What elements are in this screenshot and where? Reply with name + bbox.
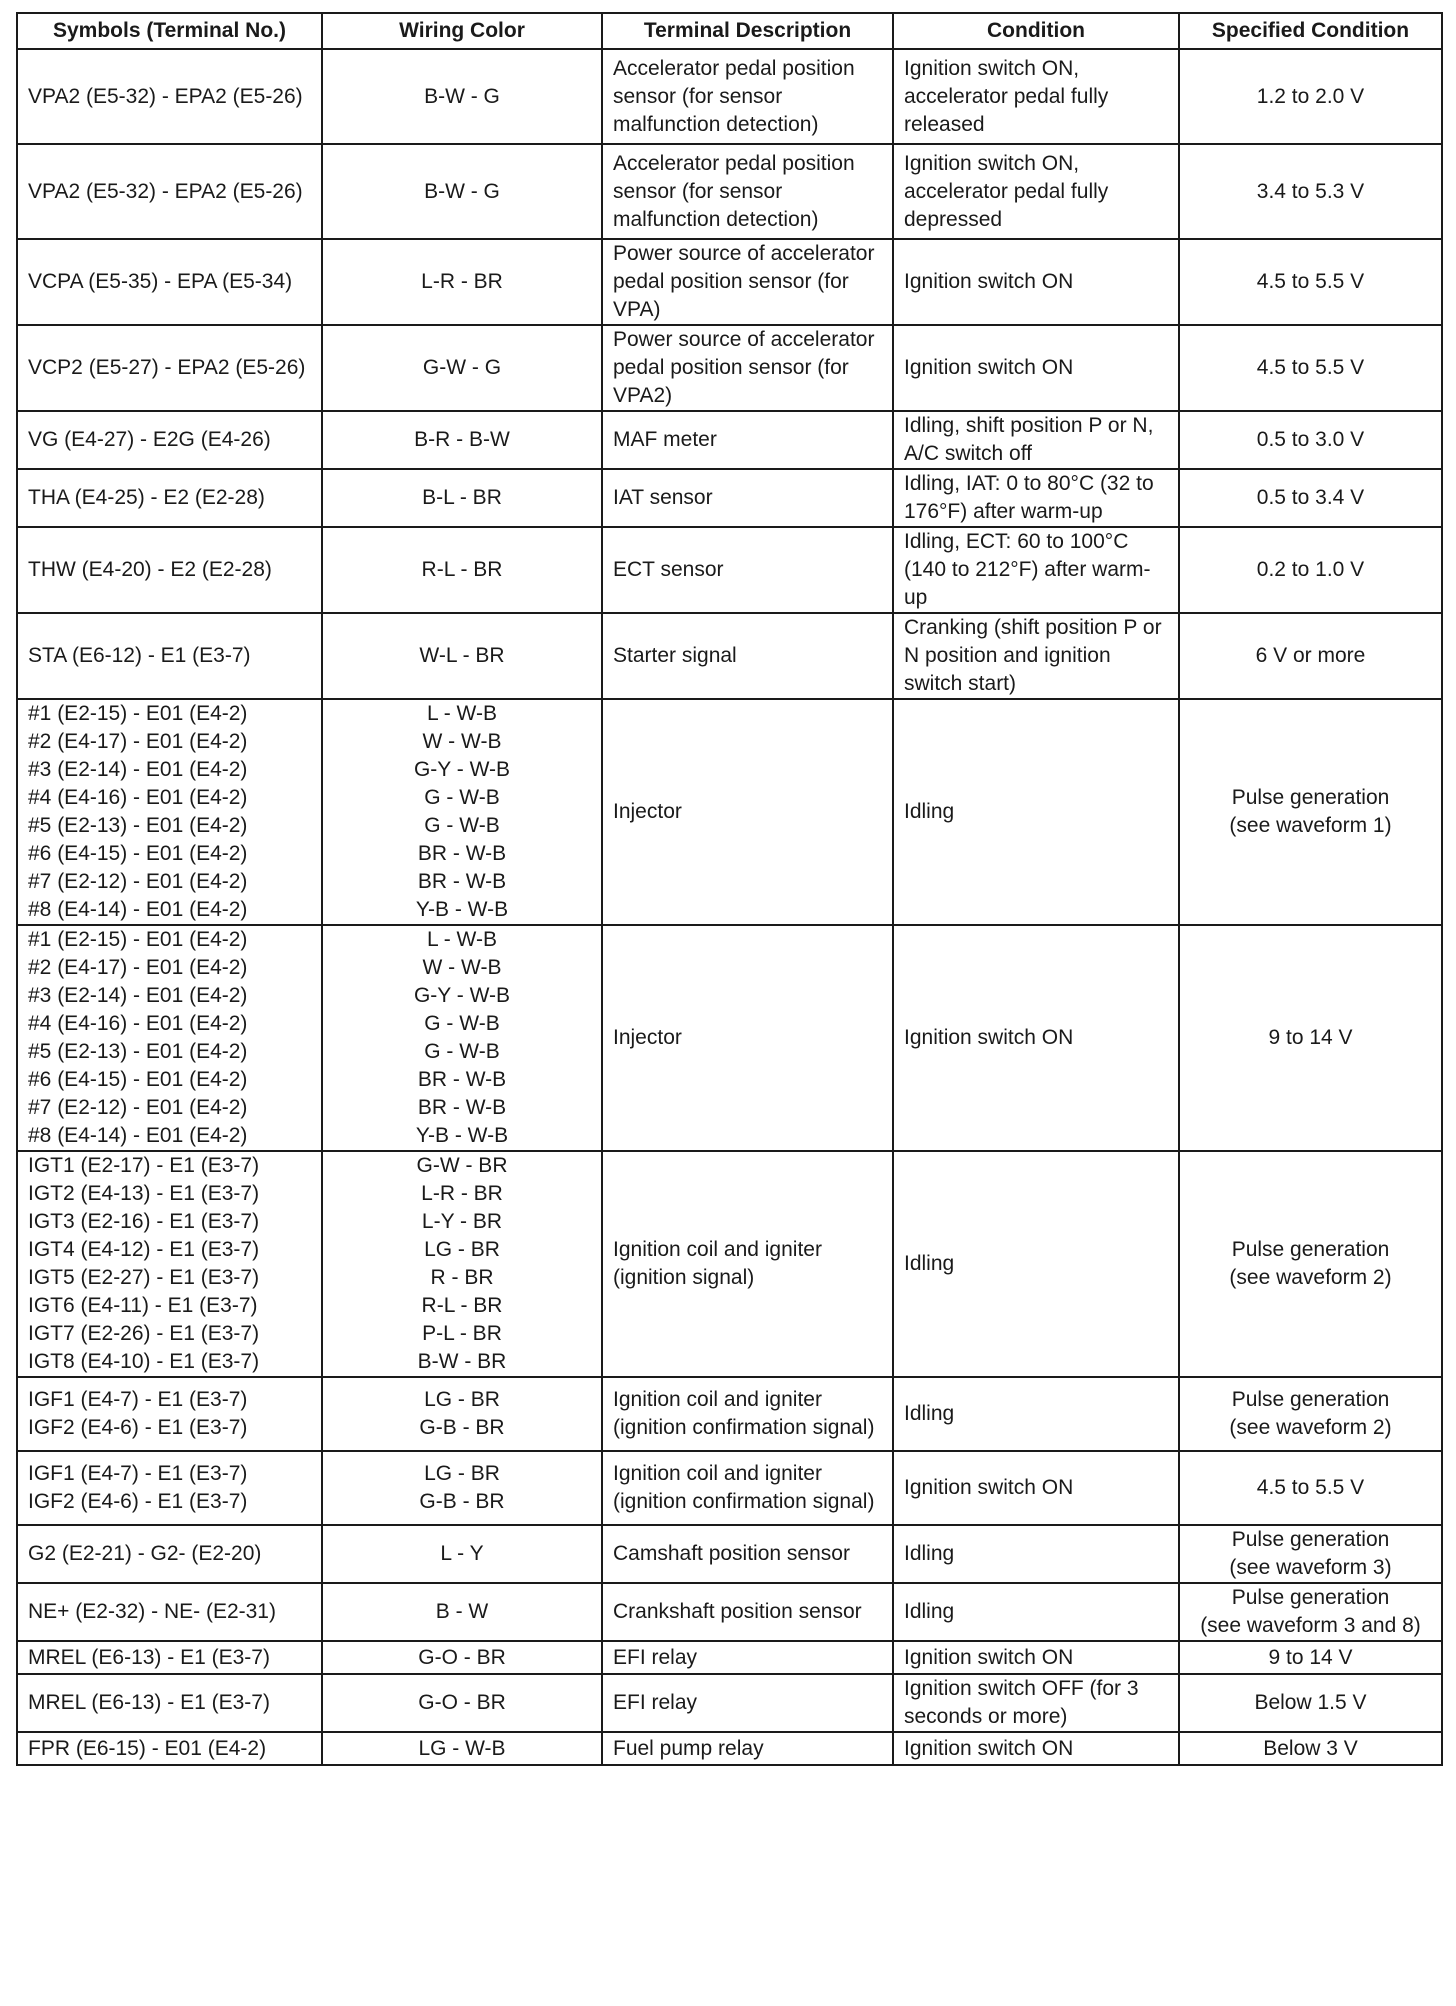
- specified-condition-cell-line: (see waveform 2): [1229, 1266, 1392, 1289]
- symbols-cell-line: VPA2 (E5-32) - EPA2 (E5-26): [28, 84, 303, 108]
- wiring-color-cell: [322, 1151, 602, 1377]
- wiring-color-cell: [322, 527, 602, 613]
- wiring-color-cell-line: B-W - G: [424, 84, 500, 108]
- wiring-color-cell: [322, 1377, 602, 1451]
- terminal-description-cell: Ignition coil and igniter (ignition signal): [602, 1151, 893, 1377]
- wiring-color-cell-line: G-O - BR: [418, 1691, 506, 1714]
- table-row: [17, 925, 1442, 1151]
- specified-condition-cell-line: 1.2 to 2.0 V: [1256, 84, 1365, 108]
- wiring-color-cell-line: G - W-B: [424, 1012, 500, 1035]
- condition-cell: Ignition switch ON: [893, 1732, 1179, 1765]
- specified-condition-cell-line: 3.4 to 5.3 V: [1256, 179, 1365, 203]
- condition-cell: Ignition switch ON: [893, 239, 1179, 325]
- table-row: [17, 49, 1442, 144]
- symbols-cell: [17, 1674, 322, 1732]
- terminal-description-cell: EFI relay: [602, 1641, 893, 1674]
- terminal-description-cell: Ignition coil and igniter (ignition confirmation signal): [602, 1377, 893, 1451]
- specified-condition-cell-line: Below 3 V: [1263, 1736, 1358, 1760]
- wiring-color-cell: [322, 925, 602, 1151]
- symbols-cell-line: THA (E4-25) - E2 (E2-28): [28, 486, 265, 509]
- specified-condition-cell: [1179, 613, 1442, 699]
- specified-condition-cell-line: 6 V or more: [1255, 644, 1366, 667]
- symbols-cell: [17, 699, 322, 925]
- table-row: [17, 469, 1442, 527]
- condition-cell: Idling: [893, 1377, 1179, 1451]
- wiring-color-cell-line: G-Y - W-B: [413, 984, 511, 1007]
- wiring-color-cell: [322, 144, 602, 239]
- wiring-color-cell-line: P-L - BR: [422, 1322, 502, 1345]
- terminal-description-cell: Camshaft position sensor: [602, 1525, 893, 1583]
- specified-condition-cell-line: (see waveform 1): [1229, 814, 1392, 837]
- wiring-color-cell-line: B-L - BR: [422, 486, 502, 509]
- symbols-cell-line: NE+ (E2-32) - NE- (E2-31): [28, 1600, 276, 1623]
- table-row: [17, 613, 1442, 699]
- specified-condition-cell: [1179, 325, 1442, 411]
- terminal-description-cell: EFI relay: [602, 1674, 893, 1732]
- symbols-cell-line: STA (E6-12) - E1 (E3-7): [28, 644, 251, 667]
- condition-cell: Idling, IAT: 0 to 80°C (32 to 176°F) after warm-up: [893, 469, 1179, 527]
- table-body: [17, 49, 1442, 1765]
- symbols-cell: [17, 1583, 322, 1641]
- wiring-color-cell-line: B-W - BR: [417, 1350, 507, 1373]
- symbols-cell: [17, 527, 322, 613]
- specified-condition-cell: [1179, 1732, 1442, 1765]
- table-row: [17, 325, 1442, 411]
- symbols-cell-line: #6 (E4-15) - E01 (E4-2): [28, 842, 248, 865]
- condition-cell: Ignition switch ON, accelerator pedal fully depressed: [893, 144, 1179, 239]
- wiring-color-cell-line: G-O - BR: [418, 1645, 506, 1669]
- wiring-color-cell-line: G - W-B: [424, 814, 500, 837]
- specified-condition-cell-line: 0.5 to 3.0 V: [1256, 428, 1365, 451]
- specified-condition-cell: [1179, 411, 1442, 469]
- wiring-color-cell: [322, 1525, 602, 1583]
- symbols-cell-line: VG (E4-27) - E2G (E4-26): [28, 428, 271, 451]
- specified-condition-cell-line: (see waveform 3 and 8): [1200, 1614, 1421, 1637]
- wiring-color-cell: [322, 325, 602, 411]
- symbols-cell-line: IGT6 (E4-11) - E1 (E3-7): [28, 1294, 258, 1317]
- terminal-description-cell: Accelerator pedal position sensor (for sensor malfunction detection): [602, 144, 893, 239]
- condition-cell: Ignition switch ON, accelerator pedal fully released: [893, 49, 1179, 144]
- symbols-cell-line: #5 (E2-13) - E01 (E4-2): [28, 814, 248, 837]
- condition-cell: Ignition switch OFF (for 3 seconds or more): [893, 1674, 1179, 1732]
- wiring-color-cell-line: L-R - BR: [421, 270, 503, 293]
- wiring-color-cell-line: B - W: [435, 1600, 489, 1623]
- symbols-cell: [17, 1377, 322, 1451]
- wiring-color-cell-line: W - W-B: [422, 956, 502, 979]
- specified-condition-cell: [1179, 925, 1442, 1151]
- symbols-cell-line: #7 (E2-12) - E01 (E4-2): [28, 1096, 248, 1119]
- wiring-color-cell-line: L - Y: [440, 1542, 484, 1565]
- wiring-color-cell-line: BR - W-B: [417, 1096, 507, 1119]
- wiring-color-cell-line: Y-B - W-B: [415, 898, 509, 921]
- terminal-description-cell: ECT sensor: [602, 527, 893, 613]
- wiring-color-cell-line: R-L - BR: [421, 558, 503, 581]
- symbols-cell-line: #8 (E4-14) - E01 (E4-2): [28, 898, 248, 921]
- symbols-cell-line: #5 (E2-13) - E01 (E4-2): [28, 1040, 248, 1063]
- terminal-description-cell: Power source of accelerator pedal position sensor (for VPA2): [602, 325, 893, 411]
- symbols-cell: [17, 144, 322, 239]
- specified-condition-cell-line: Pulse generation: [1231, 1238, 1390, 1261]
- wiring-color-cell: [322, 1641, 602, 1674]
- terminal-description-cell: Injector: [602, 699, 893, 925]
- specified-condition-cell: [1179, 1674, 1442, 1732]
- table-row: [17, 239, 1442, 325]
- symbols-cell-line: #4 (E4-16) - E01 (E4-2): [28, 1012, 248, 1035]
- specified-condition-cell: [1179, 1377, 1442, 1451]
- symbols-cell: [17, 239, 322, 325]
- table-row: [17, 1151, 1442, 1377]
- specified-condition-cell: [1179, 527, 1442, 613]
- wiring-color-cell: [322, 699, 602, 925]
- wiring-color-cell-line: LG - BR: [424, 1238, 500, 1261]
- symbols-cell: [17, 1151, 322, 1377]
- wiring-color-cell-line: R-L - BR: [421, 1294, 503, 1317]
- specified-condition-cell-line: Pulse generation: [1231, 1528, 1390, 1551]
- wiring-color-cell: [322, 613, 602, 699]
- table-row: [17, 411, 1442, 469]
- header-condition: Condition: [893, 13, 1179, 49]
- symbols-cell: [17, 1451, 322, 1525]
- wiring-color-cell-line: LG - W-B: [418, 1736, 506, 1760]
- symbols-cell-line: IGT4 (E4-12) - E1 (E3-7): [28, 1238, 260, 1261]
- symbols-cell: [17, 325, 322, 411]
- spec-table-wrapper: [16, 12, 1441, 1766]
- specified-condition-cell-line: 9 to 14 V: [1268, 1645, 1353, 1669]
- header-specified-condition: Specified Condition: [1179, 13, 1442, 49]
- symbols-cell: [17, 1525, 322, 1583]
- specified-condition-cell-line: (see waveform 3): [1229, 1556, 1392, 1579]
- symbols-cell-line: IGT3 (E2-16) - E1 (E3-7): [28, 1210, 260, 1233]
- specified-condition-cell-line: Pulse generation: [1231, 1388, 1390, 1411]
- condition-cell: Idling, shift position P or N, A/C switch off: [893, 411, 1179, 469]
- table-row: [17, 1377, 1442, 1451]
- symbols-cell-line: IGF2 (E4-6) - E1 (E3-7): [28, 1416, 248, 1439]
- terminal-description-cell: IAT sensor: [602, 469, 893, 527]
- condition-cell: Idling: [893, 1151, 1179, 1377]
- wiring-color-cell-line: L-R - BR: [421, 1182, 503, 1205]
- symbols-cell: [17, 411, 322, 469]
- wiring-color-cell: [322, 1451, 602, 1525]
- header-row: [17, 13, 1442, 49]
- symbols-cell-line: VPA2 (E5-32) - EPA2 (E5-26): [28, 179, 303, 203]
- symbols-cell-line: #6 (E4-15) - E01 (E4-2): [28, 1068, 248, 1091]
- symbols-cell-line: IGF1 (E4-7) - E1 (E3-7): [28, 1462, 248, 1485]
- wiring-color-cell-line: G-Y - W-B: [413, 758, 511, 781]
- wiring-color-cell: [322, 469, 602, 527]
- specified-condition-cell: [1179, 239, 1442, 325]
- specified-condition-cell-line: Pulse generation: [1231, 786, 1390, 809]
- symbols-cell-line: IGT2 (E4-13) - E1 (E3-7): [28, 1182, 260, 1205]
- specified-condition-cell-line: (see waveform 2): [1229, 1416, 1392, 1439]
- specified-condition-cell: [1179, 1151, 1442, 1377]
- symbols-cell-line: MREL (E6-13) - E1 (E3-7): [28, 1645, 270, 1669]
- symbols-cell-line: THW (E4-20) - E2 (E2-28): [28, 558, 272, 581]
- wiring-color-cell-line: L - W-B: [426, 702, 497, 725]
- symbols-cell-line: IGT5 (E2-27) - E1 (E3-7): [28, 1266, 260, 1289]
- condition-cell: Cranking (shift position P or N position and ignition switch start): [893, 613, 1179, 699]
- wiring-color-cell: [322, 1732, 602, 1765]
- wiring-color-cell-line: L-Y - BR: [421, 1210, 503, 1233]
- terminal-description-cell: MAF meter: [602, 411, 893, 469]
- terminal-description-cell: Ignition coil and igniter (ignition confirmation signal): [602, 1451, 893, 1525]
- specified-condition-cell-line: 4.5 to 5.5 V: [1256, 356, 1365, 379]
- specified-condition-cell-line: 9 to 14 V: [1268, 1026, 1353, 1049]
- wiring-color-cell-line: BR - W-B: [417, 842, 507, 865]
- specified-condition-cell: [1179, 1451, 1442, 1525]
- symbols-cell-line: IGT1 (E2-17) - E1 (E3-7): [28, 1154, 260, 1177]
- condition-cell: Ignition switch ON: [893, 1451, 1179, 1525]
- wiring-color-cell-line: LG - BR: [424, 1462, 500, 1485]
- specified-condition-cell-line: Below 1.5 V: [1254, 1691, 1367, 1714]
- wiring-color-cell-line: G-B - BR: [419, 1490, 505, 1513]
- header-symbols: Symbols (Terminal No.): [17, 13, 322, 49]
- symbols-cell-line: IGT7 (E2-26) - E1 (E3-7): [28, 1322, 260, 1345]
- wiring-color-cell-line: L - W-B: [426, 928, 497, 951]
- wiring-color-cell: [322, 411, 602, 469]
- specified-condition-cell: [1179, 49, 1442, 144]
- table-row: [17, 1583, 1442, 1641]
- specified-condition-cell: [1179, 469, 1442, 527]
- specified-condition-cell: [1179, 1583, 1442, 1641]
- symbols-cell-line: MREL (E6-13) - E1 (E3-7): [28, 1691, 270, 1714]
- wiring-color-cell-line: BR - W-B: [417, 870, 507, 893]
- condition-cell: Idling: [893, 699, 1179, 925]
- symbols-cell: [17, 613, 322, 699]
- wiring-color-cell: [322, 1674, 602, 1732]
- table-row: [17, 1732, 1442, 1765]
- wiring-color-cell-line: G-W - G: [422, 356, 502, 379]
- wiring-color-cell-line: W - W-B: [422, 730, 502, 753]
- specified-condition-cell-line: 4.5 to 5.5 V: [1256, 270, 1365, 293]
- symbols-cell-line: #8 (E4-14) - E01 (E4-2): [28, 1124, 248, 1147]
- condition-cell: Ignition switch ON: [893, 325, 1179, 411]
- wiring-color-cell-line: Y-B - W-B: [415, 1124, 509, 1147]
- terminal-spec-table: [16, 12, 1443, 1766]
- terminal-description-cell: Crankshaft position sensor: [602, 1583, 893, 1641]
- symbols-cell-line: FPR (E6-15) - E01 (E4-2): [28, 1736, 267, 1760]
- symbols-cell: [17, 469, 322, 527]
- condition-cell: Idling, ECT: 60 to 100°C (140 to 212°F) after warm-up: [893, 527, 1179, 613]
- terminal-description-cell: Starter signal: [602, 613, 893, 699]
- symbols-cell-line: #7 (E2-12) - E01 (E4-2): [28, 870, 248, 893]
- table-row: [17, 527, 1442, 613]
- wiring-color-cell-line: G-B - BR: [419, 1416, 505, 1439]
- table-row: [17, 1641, 1442, 1674]
- condition-cell: Idling: [893, 1583, 1179, 1641]
- symbols-cell-line: VCP2 (E5-27) - EPA2 (E5-26): [28, 356, 306, 379]
- terminal-description-cell: Power source of accelerator pedal position sensor (for VPA): [602, 239, 893, 325]
- specified-condition-cell: [1179, 1525, 1442, 1583]
- symbols-cell-line: VCPA (E5-35) - EPA (E5-34): [28, 270, 293, 293]
- wiring-color-cell: [322, 1583, 602, 1641]
- wiring-color-cell-line: R - BR: [430, 1266, 494, 1289]
- header-wiring-color: Wiring Color: [322, 13, 602, 49]
- wiring-color-cell-line: LG - BR: [424, 1388, 500, 1411]
- wiring-color-cell-line: G-W - BR: [416, 1154, 508, 1177]
- table-row: [17, 1525, 1442, 1583]
- symbols-cell: [17, 1641, 322, 1674]
- condition-cell: Ignition switch ON: [893, 925, 1179, 1151]
- specified-condition-cell: [1179, 1641, 1442, 1674]
- specified-condition-cell: [1179, 144, 1442, 239]
- table-row: [17, 699, 1442, 925]
- symbols-cell-line: IGT8 (E4-10) - E1 (E3-7): [28, 1350, 260, 1373]
- terminal-description-cell: Accelerator pedal position sensor (for sensor malfunction detection): [602, 49, 893, 144]
- table-row: [17, 1451, 1442, 1525]
- specified-condition-cell-line: Pulse generation: [1231, 1586, 1390, 1609]
- specified-condition-cell-line: 0.2 to 1.0 V: [1256, 558, 1365, 581]
- table-row: [17, 144, 1442, 239]
- symbols-cell-line: #3 (E2-14) - E01 (E4-2): [28, 984, 248, 1007]
- table-header: [17, 13, 1442, 49]
- symbols-cell-line: IGF1 (E4-7) - E1 (E3-7): [28, 1388, 248, 1411]
- specified-condition-cell-line: 4.5 to 5.5 V: [1256, 1476, 1365, 1499]
- condition-cell: Idling: [893, 1525, 1179, 1583]
- wiring-color-cell-line: W-L - BR: [419, 644, 505, 667]
- symbols-cell: [17, 1732, 322, 1765]
- wiring-color-cell-line: B-W - G: [424, 179, 500, 203]
- symbols-cell-line: #3 (E2-14) - E01 (E4-2): [28, 758, 248, 781]
- symbols-cell: [17, 49, 322, 144]
- terminal-description-cell: Fuel pump relay: [602, 1732, 893, 1765]
- header-terminal-description: Terminal Description: [602, 13, 893, 49]
- condition-cell: Ignition switch ON: [893, 1641, 1179, 1674]
- wiring-color-cell: [322, 239, 602, 325]
- specified-condition-cell-line: 0.5 to 3.4 V: [1256, 486, 1365, 509]
- symbols-cell: [17, 925, 322, 1151]
- symbols-cell-line: #4 (E4-16) - E01 (E4-2): [28, 786, 248, 809]
- wiring-color-cell: [322, 49, 602, 144]
- symbols-cell-line: G2 (E2-21) - G2- (E2-20): [28, 1542, 262, 1565]
- wiring-color-cell-line: B-R - B-W: [414, 428, 510, 451]
- wiring-color-cell-line: BR - W-B: [417, 1068, 507, 1091]
- symbols-cell-line: #1 (E2-15) - E01 (E4-2): [28, 928, 248, 951]
- symbols-cell-line: #2 (E4-17) - E01 (E4-2): [28, 956, 248, 979]
- symbols-cell-line: #1 (E2-15) - E01 (E4-2): [28, 702, 248, 725]
- terminal-description-cell: Injector: [602, 925, 893, 1151]
- wiring-color-cell-line: G - W-B: [424, 786, 500, 809]
- symbols-cell-line: #2 (E4-17) - E01 (E4-2): [28, 730, 248, 753]
- specified-condition-cell: [1179, 699, 1442, 925]
- wiring-color-cell-line: G - W-B: [424, 1040, 500, 1063]
- table-row: [17, 1674, 1442, 1732]
- symbols-cell-line: IGF2 (E4-6) - E1 (E3-7): [28, 1490, 248, 1513]
